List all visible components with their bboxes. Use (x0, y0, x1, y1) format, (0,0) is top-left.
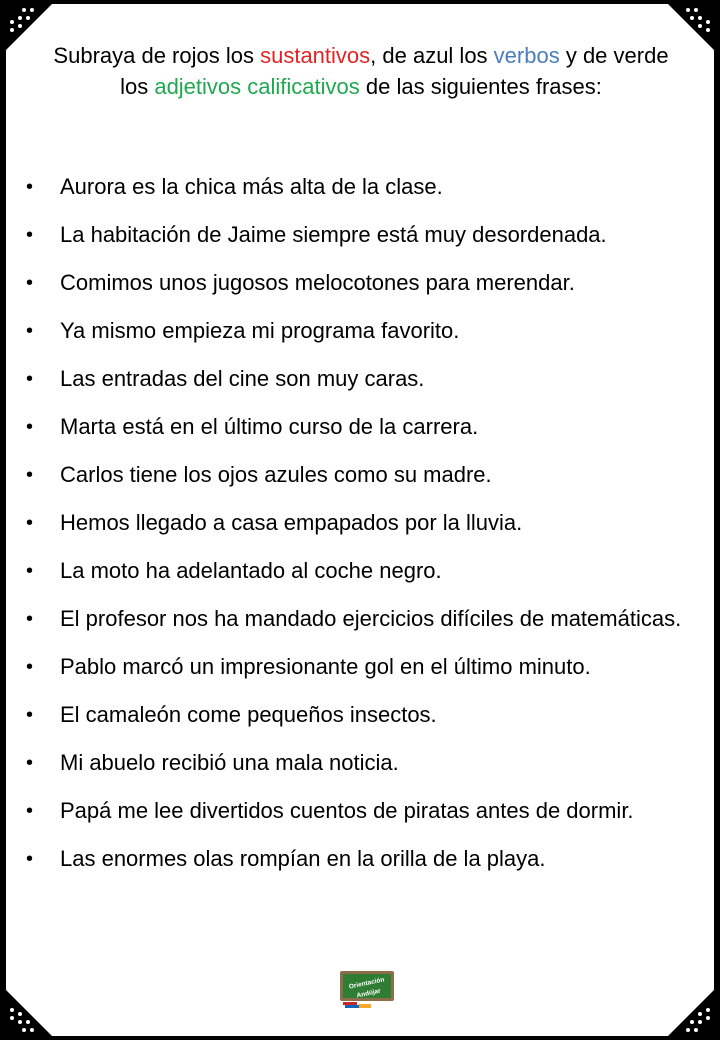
instructions-text (46, 40, 676, 102)
sentence-text: Ya mismo empieza mi programa favorito. (60, 318, 460, 343)
list-item (24, 163, 704, 211)
sentence-text: Pablo marcó un impresionante gol en el último minuto. (60, 654, 591, 679)
sentence-text: Las enormes olas rompían en la orilla de la playa. (60, 846, 546, 871)
sentence-text: La moto ha adelantado al coche negro. (60, 558, 442, 583)
orientacion-andujar-logo (339, 970, 395, 1010)
worksheet-page (6, 4, 714, 1036)
sentence-list (24, 163, 704, 883)
bullet-icon: • (26, 656, 34, 678)
list-item (24, 355, 704, 403)
list-item (24, 595, 704, 643)
logo-line2: Andújar (355, 987, 382, 1000)
bullet-icon: • (26, 800, 34, 822)
bullet-icon: • (26, 176, 34, 198)
keyword-verbos: verbos (493, 43, 560, 68)
sentence-text: La habitación de Jaime siempre está muy desordenada. (60, 222, 607, 247)
list-item (24, 259, 704, 307)
bullet-icon: • (26, 560, 34, 582)
keyword-sustantivos: sustantivos (260, 43, 371, 68)
list-item (24, 835, 704, 883)
bullet-icon: • (26, 704, 34, 726)
bullet-icon: • (26, 512, 34, 534)
bullet-icon: • (26, 272, 34, 294)
bullet-icon: • (26, 752, 34, 774)
sentence-text: Marta está en el último curso de la carrera. (60, 414, 479, 439)
bullet-icon: • (26, 608, 34, 630)
list-item (24, 787, 704, 835)
sentence-text: El profesor nos ha mandado ejercicios difíciles de matemáticas. (60, 606, 682, 631)
list-item (24, 307, 704, 355)
sentence-text: Papá me lee divertidos cuentos de piratas antes de dormir. (60, 798, 634, 823)
sentence-text: Carlos tiene los ojos azules como su madre. (60, 462, 492, 487)
sentence-text: Aurora es la chica más alta de la clase. (60, 174, 443, 199)
logo-line1: Orientación (348, 976, 386, 991)
sentence-text: El camaleón come pequeños insectos. (60, 702, 437, 727)
sentence-text: Hemos llegado a casa empapados por la lluvia. (60, 510, 523, 535)
corner-decoration-bottom-left (6, 990, 52, 1036)
list-item (24, 643, 704, 691)
sentence-text: Mi abuelo recibió una mala noticia. (60, 750, 399, 775)
bullet-icon: • (26, 848, 34, 870)
bullet-icon: • (26, 320, 34, 342)
bullet-icon: • (26, 224, 34, 246)
instructions-part2: , de azul los (370, 43, 494, 68)
bullet-icon: • (26, 368, 34, 390)
corner-decoration-bottom-right (668, 990, 714, 1036)
list-item (24, 739, 704, 787)
instructions-part3: y de verde los (120, 43, 669, 99)
list-item (24, 403, 704, 451)
list-item (24, 211, 704, 259)
sentence-text: Comimos unos jugosos melocotones para merendar. (60, 270, 575, 295)
list-item (24, 691, 704, 739)
list-item (24, 451, 704, 499)
list-item (24, 547, 704, 595)
bullet-icon: • (26, 464, 34, 486)
list-item (24, 499, 704, 547)
keyword-adjetivos: adjetivos calificativos (154, 74, 360, 99)
instructions-part1: Subraya de rojos los (53, 43, 261, 68)
instructions-part4: de las siguientes frases: (359, 74, 602, 99)
bullet-icon: • (26, 416, 34, 438)
sentence-text: Las entradas del cine son muy caras. (60, 366, 425, 391)
